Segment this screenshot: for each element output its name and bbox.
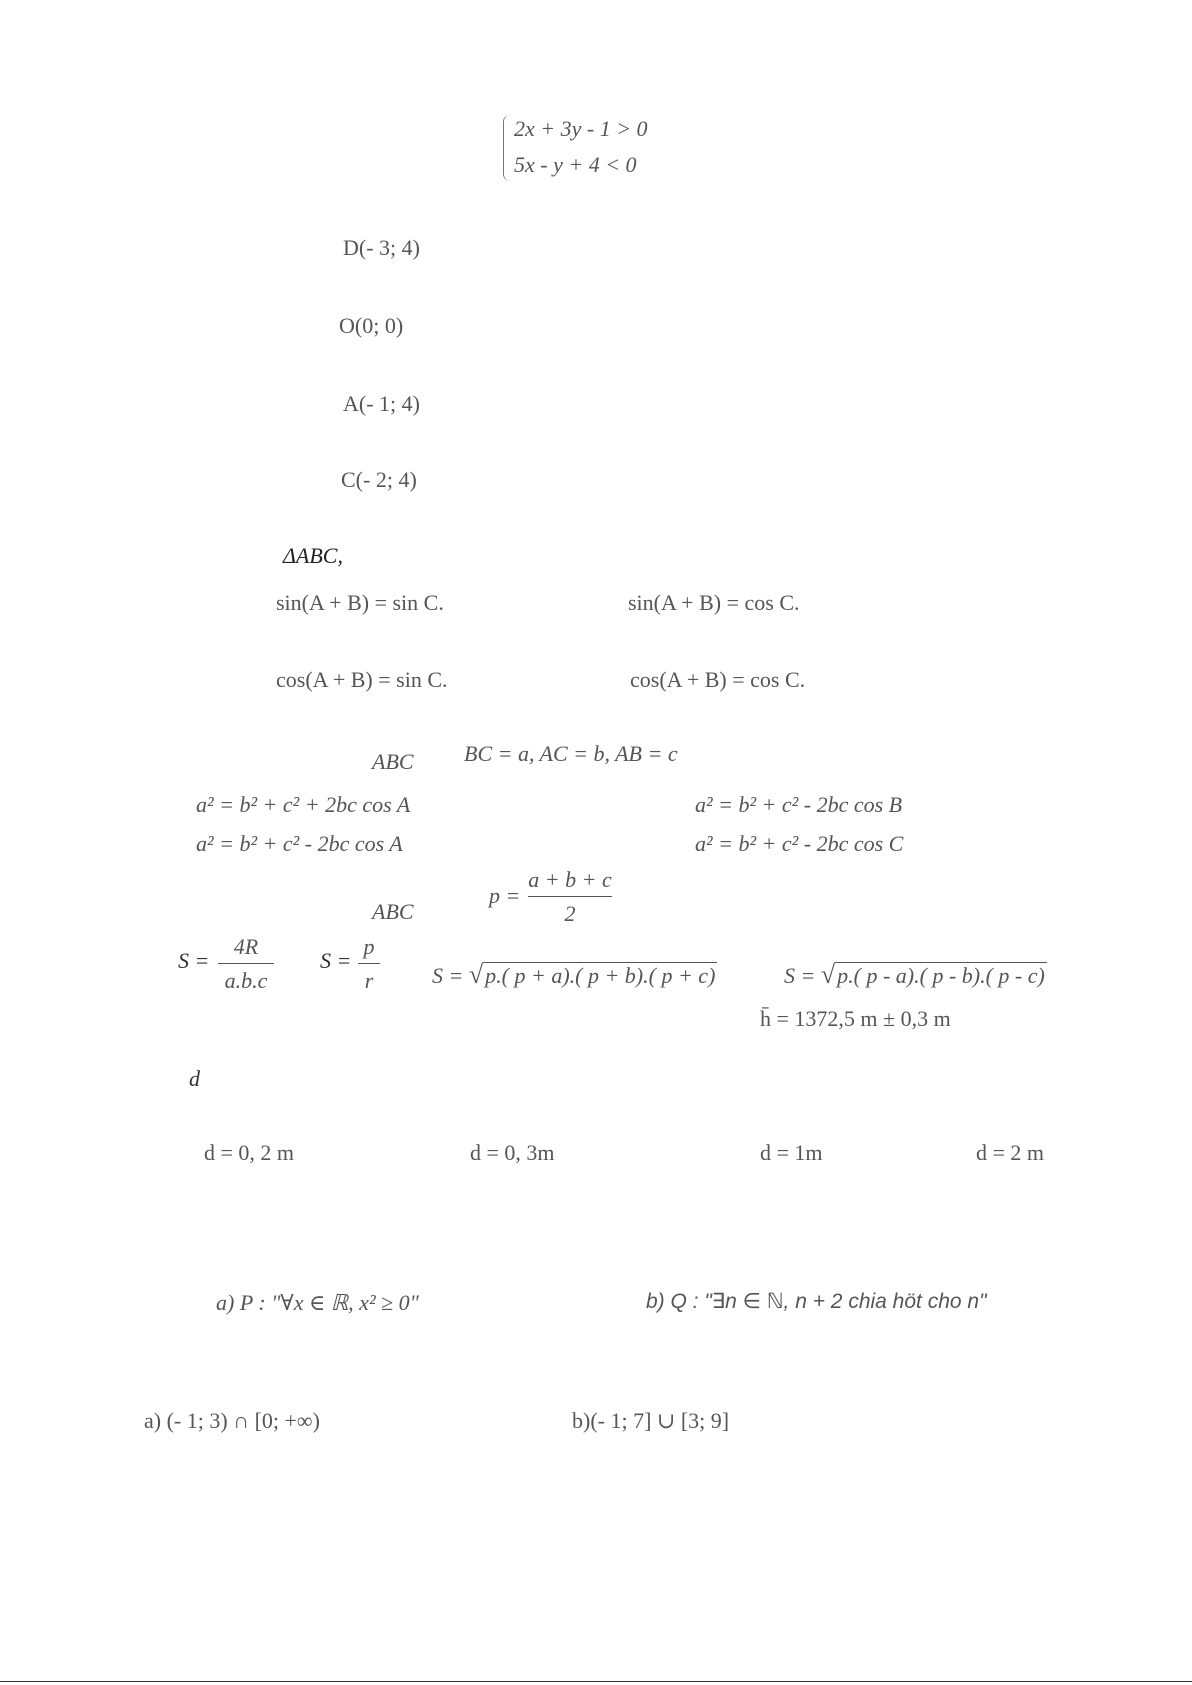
cosine-option-2: a² = b² + c² - 2bc cos B: [695, 792, 903, 817]
area-option-1-fraction: [218, 936, 274, 992]
area-option-2-fraction: [358, 936, 380, 992]
area-abc-label: ABC: [372, 899, 414, 924]
area-option-3-radicand: p.( p + a).( p + b).( p + c): [485, 963, 716, 988]
area-option-1-lhs: S =: [178, 948, 210, 973]
semiperimeter-fraction: [528, 869, 612, 925]
cosine-option-1: a² = b² + c² + 2bc cos A: [196, 792, 411, 817]
trig-option-4: cos(A + B) = cos C.: [630, 667, 806, 692]
set-operation-a: a) (- 1; 3) ∩ [0; +∞): [144, 1408, 320, 1433]
sqrt-symbol: √: [468, 960, 484, 989]
area-option-1-denominator: a.b.c: [224, 968, 268, 993]
system-line-2: 5x - y + 4 < 0: [514, 152, 637, 177]
fraction-bar: [218, 963, 274, 964]
area-option-3-lhs: S =: [432, 963, 464, 988]
precision-option-3: d = 1m: [760, 1140, 823, 1165]
area-option-4-lhs: S =: [784, 963, 816, 988]
precision-option-2: d = 0, 3m: [470, 1140, 555, 1165]
semiperimeter-numerator: a + b + c: [528, 867, 612, 892]
area-option-4-radicand: p.( p - a).( p - b).( p - c): [837, 963, 1045, 988]
semiperimeter-lhs: p =: [489, 883, 521, 908]
area-option-4: [784, 962, 1047, 988]
fraction-bar: [528, 896, 612, 897]
precision-variable: d: [189, 1066, 200, 1091]
area-option-2-numerator: p: [363, 934, 375, 959]
point-c: C(- 2; 4): [341, 467, 417, 492]
system-brace: [503, 115, 510, 181]
precision-option-4: d = 2 m: [976, 1140, 1045, 1165]
area-option-2-denominator: r: [364, 968, 374, 993]
sqrt-symbol: √: [820, 960, 836, 989]
set-operation-b: b)(- 1; 7] ∪ [3; 9]: [572, 1408, 730, 1433]
fraction-bar: [358, 963, 380, 964]
cosine-option-4: a² = b² + c² - 2bc cos C: [695, 831, 904, 856]
cosine-abc-label: ABC: [372, 749, 414, 774]
area-option-1-numerator: 4R: [233, 934, 259, 959]
triangle-label: ΔABC,: [283, 543, 343, 568]
point-d: D(- 3; 4): [343, 235, 420, 260]
precision-option-1: d = 0, 2 m: [204, 1140, 295, 1165]
trig-option-3: cos(A + B) = sin C.: [276, 667, 448, 692]
cosine-option-3: a² = b² + c² - 2bc cos A: [196, 831, 403, 856]
proposition-b: b) Q : "∃n ∈ ℕ, n + 2 chia hӧt cho n": [646, 1290, 987, 1313]
proposition-a: a) P : "∀x ∈ ℝ, x² ≥ 0": [216, 1290, 419, 1315]
trig-option-2: sin(A + B) = cos C.: [628, 590, 800, 615]
footer-divider: [0, 1681, 1192, 1682]
semiperimeter-denominator: 2: [564, 901, 576, 926]
point-o: O(0; 0): [339, 313, 404, 338]
cosine-sides: BC = a, AC = b, AB = c: [464, 741, 678, 766]
height-measurement: h̄ = 1372,5 m ± 0,3 m: [760, 1006, 951, 1031]
area-option-3: [432, 962, 717, 988]
system-line-1: 2x + 3y - 1 > 0: [514, 116, 648, 141]
area-option-2-lhs: S =: [320, 948, 352, 973]
point-a: A(- 1; 4): [343, 391, 420, 416]
trig-option-1: sin(A + B) = sin C.: [276, 590, 444, 615]
